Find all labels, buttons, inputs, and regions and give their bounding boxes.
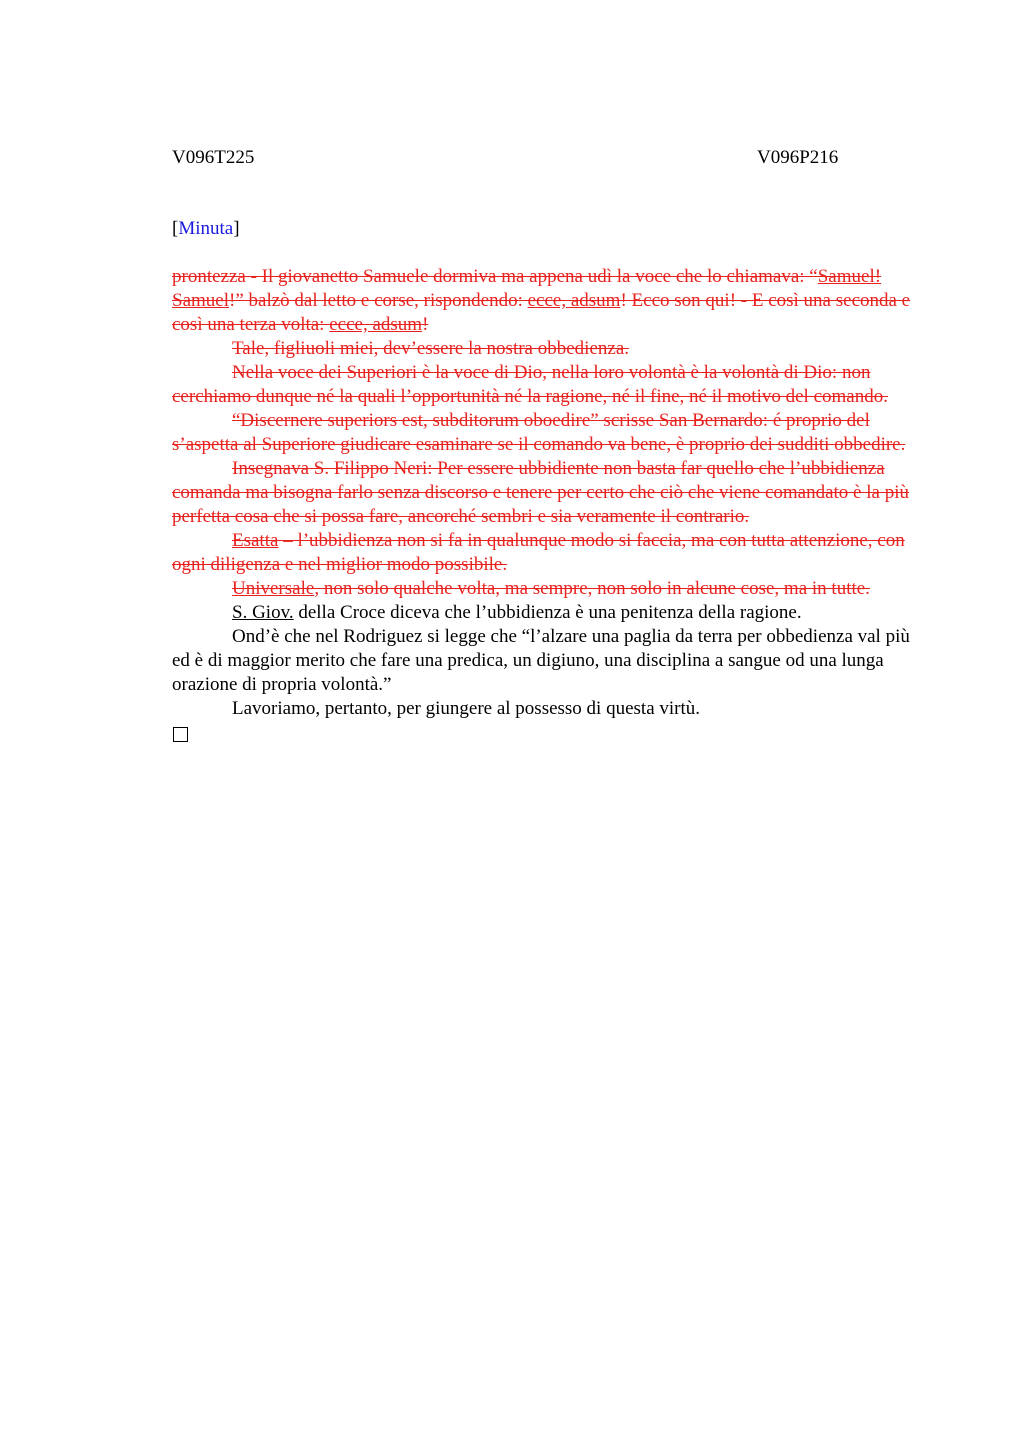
label-text: Minuta [178,218,234,239]
p1-text-c: !” balzò dal letto e corse, rispondendo: [229,290,528,311]
paragraph-superiori: Nella voce dei Superiori è la voce di Dio, nella loro volontà è la volontà di Dio: non cerchiamo dunque né la quali l’opportunità né la ragione, né il fine, né il motivo del comando. [172,362,888,407]
end-checkbox[interactable] [172,721,932,749]
p1-text-g: ! [422,314,429,335]
p1-text-b: Samuel! Samuel [172,266,882,311]
label-open-bracket: [ [172,218,179,239]
paragraph-universale [172,577,932,601]
p6-text-a: Esatta [232,530,279,551]
paragraph-lavoriamo: Lavoriamo, pertanto, per giungere al possesso di questa virtù. [232,698,701,719]
label-close-bracket: ] [233,218,240,239]
paragraph-bernardo: “Discernere superiors est, subditorum oboedire” scrisse San Bernardo: é proprio del s’aspetta al Superiore giudicare esaminare se il comando va bene, è proprio dei sudditi obbedire. [172,410,906,455]
paragraph-samuele [172,265,932,337]
paragraph-tale: Tale, figliuoli miei, dev’essere la nostra obbedienza. [232,338,629,359]
paragraph-rodriguez: Ond’è che nel Rodriguez si legge che “l’alzare una paglia da terra per obbedienza val più ed è di maggior merito che fare una predica, un digiuno, una disciplina a sangue od una lunga orazione di propria volontà.” [172,626,910,695]
p6-text-b: – l’ubbidienza non si fa in qualunque modo si faccia, ma con tutta attenzione, con ogni diligenza e nel miglior modo possibile. [172,530,905,575]
paragraph-giovanni-croce [172,601,932,625]
p1-text-d: ecce, adsum [527,290,621,311]
p1-text-e: ! Ecco son qui! - E così una seconda e così una terza volta: [172,290,911,335]
page-header [172,146,932,170]
document-body [172,265,932,749]
p8-text-a: S. Giov. [232,602,294,623]
header-left-code: V096T225 [172,147,255,168]
p1-text-f: ecce, adsum [329,314,423,335]
p7-text-b: , non solo qualche volta, ma sempre, non solo in alcune cose, ma in tutte. [314,578,870,599]
p7-text-a: Universale [232,578,315,599]
paragraph-filippo-neri: Insegnava S. Filippo Neri: Per essere ubbidiente non basta far quello che l’ubbidienza comanda ma bisogna farlo senza discorso e tenere per certo che ciò che viene comandato è la più perfetta cosa che si possa fare, ancorché sembri e sia veramente il contrario. [172,458,909,527]
p8-text-b: della Croce diceva che l’ubbidienza è una penitenza della ragione. [293,602,802,623]
checkbox-square-icon[interactable] [173,727,188,742]
p1-text-a: prontezza - Il giovanetto Samuele dormiva ma appena udì la voce che lo chiamava: “ [172,266,818,287]
paragraph-esatta [172,529,932,577]
header-right-code: V096P216 [757,147,839,168]
document-label [172,217,240,241]
